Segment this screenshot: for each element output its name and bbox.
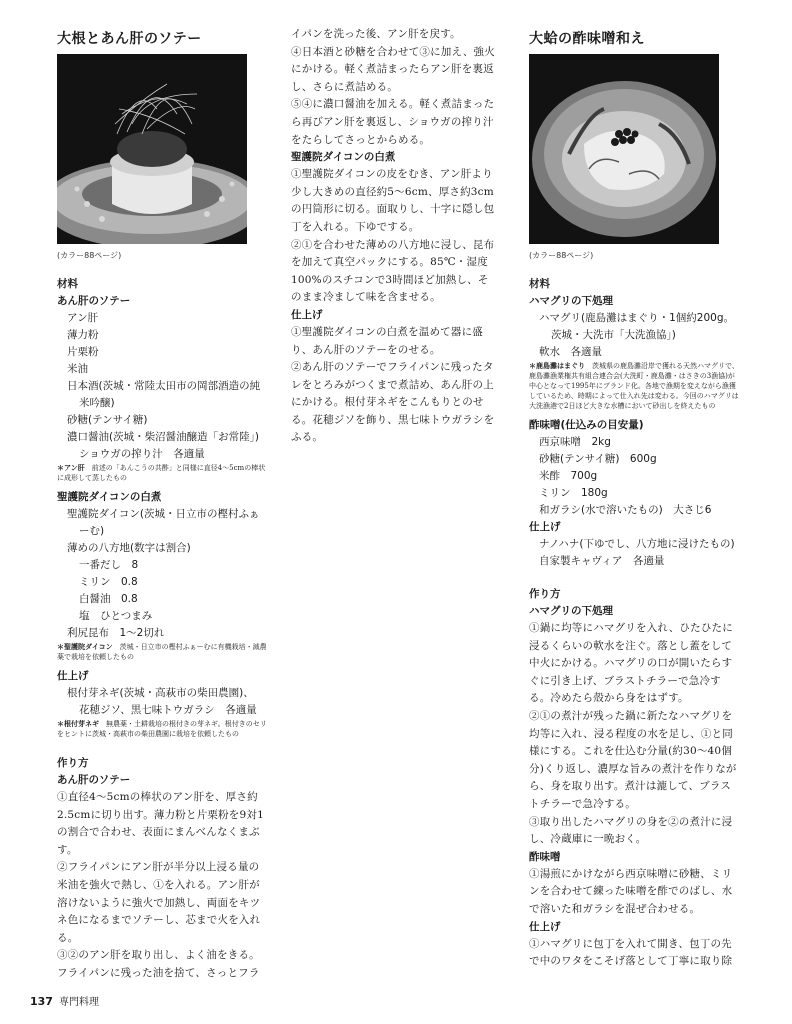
ingredient: 白醤油 0.8 xyxy=(79,593,138,605)
ingredient: 軟水 各適量 xyxy=(539,346,602,358)
ingredient: 薄力粉 xyxy=(67,329,99,341)
recipe-title-left: 大根とあん肝のソテー xyxy=(57,31,202,47)
method-step: ①ハマグリに包丁を入れて開き、包丁の先で中のワタをこそげ落として丁寧に取り除 xyxy=(529,937,733,968)
method-subheading: ハマグリの下処理 xyxy=(529,605,613,617)
method-step: ②フライパンにアン肝が半分以上浸る量の米油を強火で熱し、①を入れる。アン肝が溶けないように強火で加熱し、両面をキツネ色になるまでソテーし、芯まで火を入れる。 xyxy=(57,861,261,944)
ingredient: 塩 ひとつまみ xyxy=(79,610,153,622)
magazine-name: 専門料理 xyxy=(58,997,99,1008)
ingredient: 利尻昆布 1〜2切れ xyxy=(67,627,165,639)
method-step: ①聖護院ダイコンの白煮を温めて器に盛り、あん肝のソテーをのせる。 xyxy=(291,325,483,356)
ingredient: ショウガの搾り汁 各適量 xyxy=(79,448,205,460)
ingredient: ハマグリ(鹿島灘はまぐり・1個約200g。 xyxy=(539,312,734,324)
footnote-text: 前述の「あんこうの共酢」と同様に直径4〜5cmの棒状に成形して蒸したもの xyxy=(57,464,266,482)
method-heading: 作り方 xyxy=(529,588,561,600)
ingredient: 片栗粉 xyxy=(67,346,99,358)
method-step: ②あん肝のソテーでフライパンに残ったタレをとろみがつくまで煮詰め、あん肝の上にかける。根付芽ネギをこんもりとのせる。花穂ジソを飾り、黒七味トウガラシをふる。 xyxy=(291,361,495,444)
section-heading: 聖護院ダイコンの白煮 xyxy=(57,491,162,503)
method-subheading: あん肝のソテー xyxy=(57,774,131,786)
footnote-text: 茨城県の鹿島灘沿岸で獲れる天然ハマグリで、鹿島灘漁業権共有組合連合会(大洗町・鹿島灘・はさきの3漁協)が中心となって1995年にブランド化。各地で漁期を変えながら漁獲しているため、時期によって仕入れ先は変わる。今回のハマグリは大洗漁港で2日ほど大きな水槽において砂出しを終えたもの xyxy=(529,362,739,410)
ingredient: 根付芽ネギ(茨城・高萩市の柴田農園)、 xyxy=(67,687,254,699)
ingredient: ナノハナ(下ゆでし、八方地に浸けたもの) xyxy=(539,538,735,550)
footnote xyxy=(57,642,267,662)
ingredient: ーむ) xyxy=(79,525,105,537)
method-heading: 作り方 xyxy=(57,757,89,769)
photo-caption-right: (カラー88ページ) xyxy=(529,251,594,260)
ingredient: 自家製キャヴィア 各適量 xyxy=(539,555,665,567)
dish-photo-illustration xyxy=(57,54,247,244)
ingredient: 茨城・大洗市「大洗漁協」) xyxy=(551,329,676,341)
method-step: ②①の煮汁が残った鍋に新たなハマグリを均等に入れ、浸る程度の水を足し、①と同様にする。これを仕込む分量(約30〜40個分)くり返し、濃厚な旨みの煮汁を作りながら、身を取り出す。煮汁は漉して、ブラストチラーで急冷する。 xyxy=(529,709,737,810)
ingredient-list xyxy=(57,685,267,719)
footnote-text: 無農薬・土耕栽培の根付きの芽ネギ。根付きのセリをヒントに茨城・高萩市の柴田農園に栽培を依頼したもの xyxy=(57,720,267,738)
ingredient: 西京味噌 2kg xyxy=(539,436,611,448)
ingredient: 日本酒(茨城・常陸太田市の岡部酒造の純 xyxy=(67,380,261,392)
section-heading: 仕上げ xyxy=(57,670,89,682)
ingredient: 花穂ジソ、黒七味トウガラシ 各適量 xyxy=(79,704,257,716)
footnote-label: ＊聖護院ダイコン xyxy=(57,643,113,651)
ingredient: ミリン 180g xyxy=(539,487,608,499)
photo-caption-left: (カラー88ページ) xyxy=(57,251,122,260)
method-step: ①鍋に均等にハマグリを入れ、ひたひたに浸るくらいの軟水を注ぐ。落とし蓋をして中火にかける。ハマグリの口が開いたらすぐに引き上げ、ブラストチラーで急冷する。冷めたら殻から身をはずす。 xyxy=(529,622,733,705)
method-step: ④日本酒と砂糖を合わせて③に加え、強火にかける。軽く煮詰まったらアン肝を裏返し、さらに煮詰める。 xyxy=(291,45,495,93)
ingredient: 砂糖(テンサイ糖) xyxy=(67,414,148,426)
ingredient: 聖護院ダイコン(茨城・日立市の樫村ふぁ xyxy=(67,508,260,520)
ingredient: 薄めの八方地(数字は割合) xyxy=(67,542,191,554)
method-subheading: 仕上げ xyxy=(291,308,323,321)
ingredient-list xyxy=(57,310,267,463)
method-subheading: 仕上げ xyxy=(529,920,561,933)
method-step: ①聖護院ダイコンの皮をむき、アン肝より少し大きめの直径約5〜6cm、厚さ約3cmの円筒形に切る。面取りし、十字に隠し包丁を入れる。下ゆでする。 xyxy=(291,168,495,233)
ingredient: 濃口醤油(茨城・柴沼醤油醸造「お常陸」) xyxy=(67,431,259,443)
footnote xyxy=(529,361,741,411)
footnote xyxy=(57,719,267,739)
ingredients-heading: 材料 xyxy=(57,278,78,290)
method-step: ①湯煎にかけながら西京味噌に砂糖、ミリンを合わせて練った味噌を酢でのばし、水で溶いた和ガラシを混ぜ合わせる。 xyxy=(529,867,733,915)
ingredient-list xyxy=(529,310,741,361)
dish-photo-illustration xyxy=(529,54,719,244)
page-number: 137 xyxy=(30,995,53,1008)
ingredient: アン肝 xyxy=(67,312,99,324)
footnote-label: ＊根付芽ネギ xyxy=(57,720,99,728)
footnote-label: ＊鹿島灘はまぐり xyxy=(529,362,585,370)
middle-column xyxy=(291,26,497,447)
ingredient: 和ガラシ(水で溶いたもの) 大さじ6 xyxy=(539,504,712,516)
ingredients-heading: 材料 xyxy=(529,278,550,290)
method-subheading: 酢味噌 xyxy=(529,850,561,863)
ingredient: 米吟醸) xyxy=(79,397,115,409)
section-heading: あん肝のソテー xyxy=(57,295,131,307)
ingredient: 砂糖(テンサイ糖) 600g xyxy=(539,453,657,465)
hamaguri-photo xyxy=(529,54,719,244)
left-column xyxy=(57,276,267,983)
ingredient: ミリン 0.8 xyxy=(79,576,138,588)
ingredient-list xyxy=(529,434,741,519)
ingredient: 米油 xyxy=(67,363,88,375)
method-step: ⑤④に濃口醤油を加える。軽く煮詰まったら再びアン肝を裏返し、ショウガの搾り汁をたらしてさっとからめる。 xyxy=(291,98,495,146)
method-step: イパンを洗った後、アン肝を戻す。 xyxy=(291,28,461,40)
ingredient-list xyxy=(57,506,267,642)
ingredient: 一番だし 8 xyxy=(79,559,139,571)
ingredient-list xyxy=(529,536,741,570)
footnote xyxy=(57,463,267,483)
method-step: ②①を合わせた薄めの八方地に浸し、昆布を加えて真空パックにする。85℃・湿度100%のスチコンで3時間ほど加熱し、そのまま冷まして味を含ませる。 xyxy=(291,238,495,304)
method-subheading: 聖護院ダイコンの白煮 xyxy=(291,151,396,164)
method-step: ③取り出したハマグリの身を②の煮汁に浸し、冷蔵庫に一晩おく。 xyxy=(529,815,733,846)
method-step: ①直径4〜5cmの棒状のアン肝を、厚さ約2.5cmに切り出す。薄力粉と片栗粉を9対1の割合で合わせ、表面にまんべんなくまぶす。 xyxy=(57,791,264,856)
footnote-text: 茨城・日立市の樫村ふぁーむに有機栽培・減農薬で栽培を依頼したもの xyxy=(57,643,267,661)
section-heading: 仕上げ xyxy=(529,521,561,533)
section-heading: 酢味噌(仕込みの目安量) xyxy=(529,419,644,431)
recipe-title-right: 大蛤の酢味噌和え xyxy=(529,31,645,47)
daikon-ankimo-photo xyxy=(57,54,247,244)
method-step: ③②のアン肝を取り出し、よく油をきる。フライパンに残った油を捨て、さっとフラ xyxy=(57,949,260,979)
footnote-label: ＊アン肝 xyxy=(57,464,85,472)
ingredient: 米酢 700g xyxy=(539,470,598,482)
right-column xyxy=(529,276,741,971)
page-footer xyxy=(30,993,99,1008)
section-heading: ハマグリの下処理 xyxy=(529,295,613,307)
